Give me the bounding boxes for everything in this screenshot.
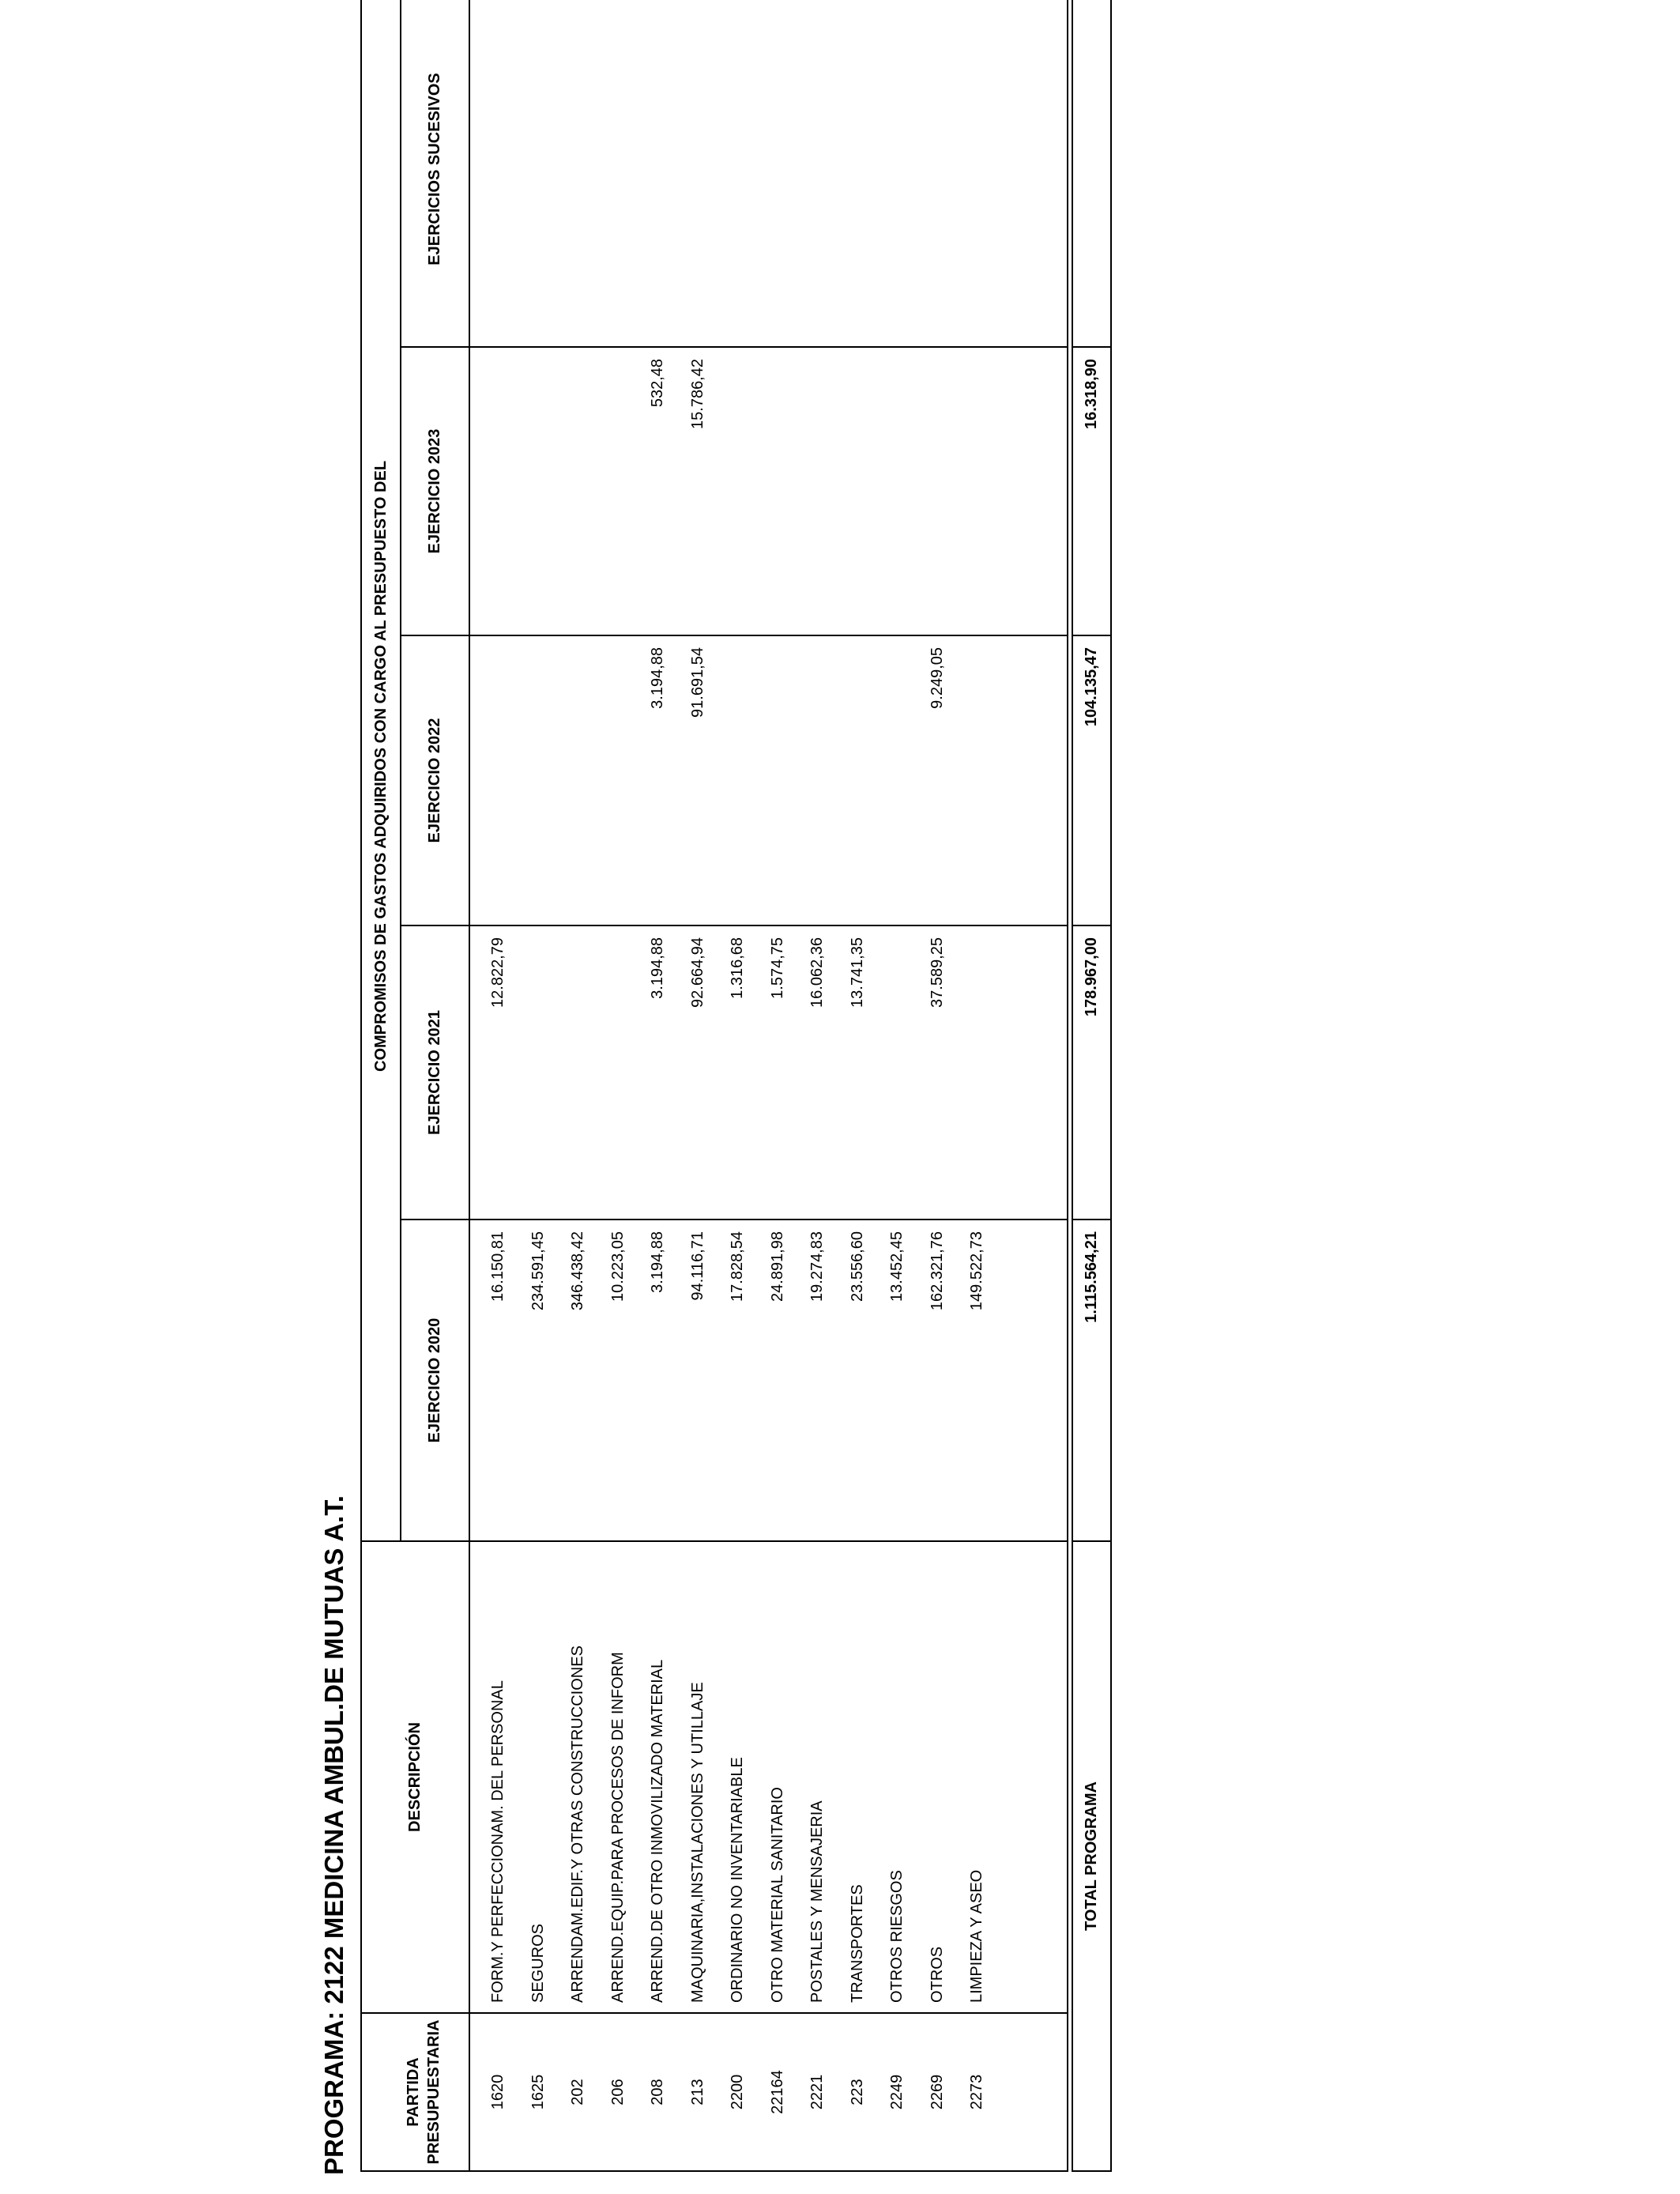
amount-2022	[797, 636, 838, 925]
row-description: ORDINARIO NO INVENTARIABLE	[729, 1757, 746, 2003]
partida-code: 206	[608, 2079, 627, 2105]
total-row-table	[1072, 0, 1112, 2172]
amount-2023	[718, 348, 758, 635]
partida-code: 2273	[968, 2074, 985, 2110]
amount-2023: 532,48	[649, 359, 666, 408]
total-2023: 16.318,90	[1072, 347, 1111, 635]
total-label: TOTAL PROGRAMA	[1072, 1541, 1111, 2171]
amount-2021	[957, 926, 997, 1219]
amount-2021	[598, 926, 638, 1219]
partida-code: 1625	[529, 2074, 547, 2110]
amount-2022: 91.691,54	[688, 647, 706, 718]
amount-2020: 13.452,45	[888, 1231, 906, 1302]
total-2022: 104.135,47	[1072, 635, 1111, 925]
amount-2021: 13.741,35	[848, 937, 866, 1008]
amount-sucesivos	[678, 0, 718, 346]
amount-2022	[718, 636, 758, 925]
amount-sucesivos	[957, 0, 997, 346]
partida-code: 2249	[888, 2074, 906, 2110]
amount-2020: 10.223,05	[608, 1231, 627, 1302]
amount-sucesivos	[758, 0, 798, 346]
row-description: ARREND.DE OTRO INMOVILIZADO MATERIAL	[649, 1659, 666, 2003]
total-2020: 1.115.564,21	[1072, 1220, 1111, 1541]
amount-2020: 24.891,98	[768, 1231, 786, 1302]
amount-2022	[518, 636, 559, 925]
amount-2023	[598, 348, 638, 635]
partida-code: 2221	[808, 2074, 826, 2110]
partida-code: 202	[569, 2079, 586, 2105]
amount-2021: 1.574,75	[768, 937, 786, 999]
amount-2021: 12.822,79	[489, 937, 507, 1008]
amount-sucesivos	[877, 0, 917, 346]
column-descripcion	[469, 1541, 1068, 2013]
row-description: SEGUROS	[529, 1923, 547, 2003]
partida-code: 213	[688, 2079, 706, 2105]
amount-sucesivos	[838, 0, 878, 346]
amount-2020: 19.274,83	[808, 1231, 826, 1302]
amount-2022: 3.194,88	[649, 647, 666, 709]
row-description: TRANSPORTES	[848, 1884, 866, 2003]
header-ejercicio-2023: EJERCICIO 2023	[401, 347, 469, 635]
amount-2020: 23.556,60	[848, 1231, 866, 1302]
column-2021	[469, 925, 1068, 1220]
column-2023	[469, 347, 1068, 635]
partida-code: 1620	[489, 2074, 507, 2110]
column-sucesivos	[469, 0, 1068, 347]
row-description: OTRO MATERIAL SANITARIO	[768, 1787, 786, 2003]
total-sucesivos	[1072, 0, 1111, 347]
amount-2023	[838, 348, 878, 635]
header-descripcion: DESCRIPCIÓN	[361, 1541, 469, 2013]
row-description: LIMPIEZA Y ASEO	[968, 1869, 985, 2003]
commitments-table	[360, 0, 1068, 2172]
row-description: OTROS RIESGOS	[888, 1870, 906, 2003]
header-group-compromisos: COMPROMISOS DE GASTOS ADQUIRIDOS CON CARGO AL PRESUPUESTO DEL	[361, 0, 401, 1541]
amount-2022	[558, 636, 598, 925]
amount-sucesivos	[797, 0, 838, 346]
total-row	[1072, 0, 1111, 2171]
amount-2023	[797, 348, 838, 635]
amount-sucesivos	[558, 0, 598, 346]
amount-2023	[917, 348, 958, 635]
amount-2023	[758, 348, 798, 635]
amount-sucesivos	[917, 0, 958, 346]
amount-sucesivos	[638, 0, 678, 346]
header-partida-label: PARTIDA PRESUPUESTARIA	[404, 2019, 443, 2165]
amount-2023	[558, 348, 598, 635]
amount-2020: 16.150,81	[489, 1231, 507, 1302]
row-description: POSTALES Y MENSAJERIA	[808, 1800, 826, 2003]
amount-sucesivos	[598, 0, 638, 346]
header-ejercicio-2020: EJERCICIO 2020	[401, 1220, 469, 1541]
amount-2021	[877, 926, 917, 1219]
amount-2022	[478, 636, 518, 925]
partida-code: 223	[848, 2079, 866, 2105]
amount-2020: 346.438,42	[569, 1231, 586, 1311]
header-ejercicios-sucesivos: EJERCICIOS SUCESIVOS	[401, 0, 469, 347]
amount-2020: 94.116,71	[688, 1231, 706, 1301]
amount-2023	[877, 348, 917, 635]
amount-sucesivos	[518, 0, 559, 346]
partida-code: 2269	[928, 2074, 946, 2110]
amount-2021	[558, 926, 598, 1219]
program-title: PROGRAMA: 2122 MEDICINA AMBUL.DE MUTUAS A.T.	[319, 1495, 348, 2175]
column-2022	[469, 635, 1068, 925]
amount-sucesivos	[718, 0, 758, 346]
total-2021: 178.967,00	[1072, 925, 1111, 1220]
amount-2021	[518, 926, 559, 1219]
partida-code: 2200	[729, 2074, 746, 2110]
row-description: FORM.Y PERFECCIONAM. DEL PERSONAL	[489, 1680, 507, 2003]
amount-2023	[518, 348, 559, 635]
header-ejercicio-2021: EJERCICIO 2021	[401, 925, 469, 1220]
amount-2022	[957, 636, 997, 925]
row-description: ARREND.EQUIP.PARA PROCESOS DE INFORM	[608, 1652, 627, 2003]
column-2020	[469, 1220, 1068, 1541]
amount-2022	[838, 636, 878, 925]
column-partida	[469, 2013, 1068, 2171]
amount-2020: 17.828,54	[729, 1231, 746, 1302]
amount-2020: 149.522,73	[968, 1231, 985, 1311]
row-description: ARRENDAM.EDIF.Y OTRAS CONSTRUCCIONES	[569, 1646, 586, 2003]
amount-2021: 37.589,25	[928, 937, 946, 1008]
row-description: MAQUINARIA,INSTALACIONES Y UTILLAJE	[688, 1682, 706, 2003]
amount-2023	[957, 348, 997, 635]
amount-2021: 92.664,94	[688, 937, 706, 1008]
amount-2022	[758, 636, 798, 925]
amount-sucesivos	[478, 0, 518, 346]
amount-2021: 1.316,68	[729, 937, 746, 999]
amount-2023	[478, 348, 518, 635]
amount-2020: 162.321,76	[928, 1231, 946, 1311]
amount-2022	[877, 636, 917, 925]
amount-2021: 16.062,36	[808, 937, 826, 1008]
amount-2022: 9.249,05	[928, 647, 946, 709]
amount-2023: 15.786,42	[688, 359, 706, 429]
partida-code: 208	[649, 2079, 666, 2105]
amount-2021: 3.194,88	[649, 937, 666, 999]
amount-2020: 3.194,88	[649, 1231, 666, 1293]
partida-code: 22164	[768, 2070, 786, 2114]
row-description: OTROS	[928, 1946, 946, 2003]
amount-2022	[598, 636, 638, 925]
amount-2020: 234.591,45	[529, 1231, 547, 1311]
header-ejercicio-2022: EJERCICIO 2022	[401, 635, 469, 925]
header-partida	[361, 2013, 469, 2171]
